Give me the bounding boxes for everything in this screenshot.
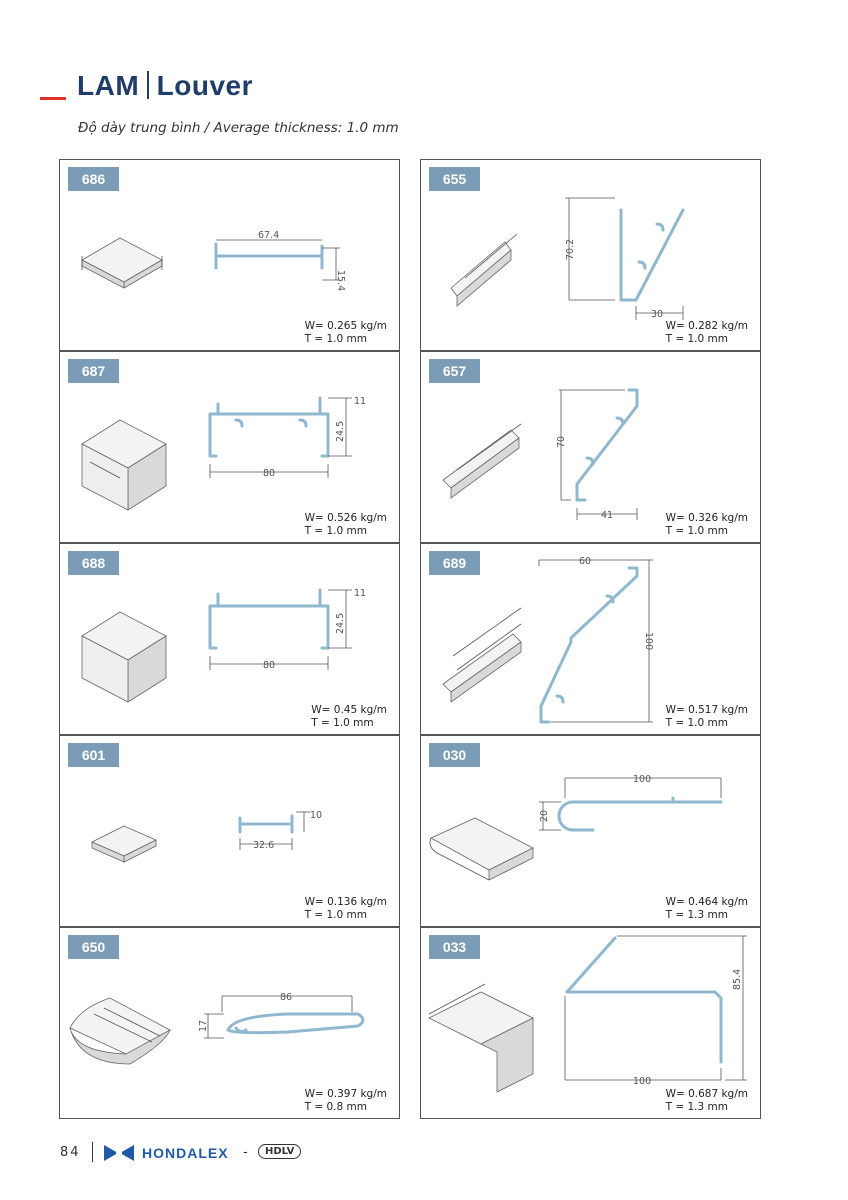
product-weight: W= 0.517 kg/m xyxy=(665,704,748,716)
product-spec xyxy=(305,320,387,345)
dim-lip: 10 xyxy=(310,810,323,821)
dim-height: 100 xyxy=(643,632,654,651)
hondalex-logo-icon xyxy=(102,1143,136,1163)
dim-width: 80 xyxy=(263,660,276,671)
product-card-033 xyxy=(420,927,761,1119)
product-code-badge: 601 xyxy=(68,743,119,767)
product-thickness: T = 1.0 mm xyxy=(665,716,728,729)
isometric-view xyxy=(429,984,533,1092)
product-code-badge: 657 xyxy=(429,359,480,383)
profile-section xyxy=(559,390,637,520)
product-spec xyxy=(305,896,387,921)
dim-height: 70.2 xyxy=(565,238,576,260)
product-spec xyxy=(666,1088,748,1113)
product-code-badge: 686 xyxy=(68,167,119,191)
product-thickness: T = 1.0 mm xyxy=(304,908,367,921)
product-card-030 xyxy=(420,735,761,927)
product-code-badge: 688 xyxy=(68,551,119,575)
dim-height: 85.4 xyxy=(732,968,743,990)
page-title xyxy=(77,70,253,102)
title-en: Louver xyxy=(156,70,254,101)
product-card-655 xyxy=(420,159,761,351)
product-card-657 xyxy=(420,351,761,543)
product-spec xyxy=(666,320,748,345)
product-spec xyxy=(311,704,387,729)
footer-dash: - xyxy=(243,1145,248,1160)
dim-height: 24.5 xyxy=(335,612,346,634)
dim-width: 67.4 xyxy=(258,230,280,241)
product-spec xyxy=(305,1088,387,1113)
product-weight: W= 0.397 kg/m xyxy=(304,1088,387,1100)
product-code-badge: 650 xyxy=(68,935,119,959)
profile-section xyxy=(210,398,352,478)
isometric-view xyxy=(92,826,156,862)
profile-section xyxy=(240,812,310,850)
page-number: 84 xyxy=(60,1145,81,1160)
profile-section xyxy=(210,590,352,670)
product-thickness: T = 1.0 mm xyxy=(304,332,367,345)
product-thickness: T = 1.3 mm xyxy=(665,908,728,921)
product-thickness: T = 1.0 mm xyxy=(665,332,728,345)
product-code-badge: 033 xyxy=(429,935,480,959)
profile-section xyxy=(565,198,683,320)
profile-section xyxy=(565,936,747,1080)
product-weight: W= 0.687 kg/m xyxy=(665,1088,748,1100)
product-weight: W= 0.45 kg/m xyxy=(311,704,387,716)
dim-lip: 11 xyxy=(354,588,367,599)
dim-width: 30 xyxy=(651,309,664,320)
isometric-view xyxy=(443,424,521,498)
product-card-601 xyxy=(59,735,400,927)
product-spec xyxy=(666,512,748,537)
dim-width: 80 xyxy=(263,468,276,479)
title-accent-dash xyxy=(40,97,66,100)
product-code-badge: 687 xyxy=(68,359,119,383)
dim-height: 20 xyxy=(539,809,550,822)
isometric-view xyxy=(82,238,162,288)
product-card-687 xyxy=(59,351,400,543)
footer-divider xyxy=(92,1142,93,1162)
product-thickness: T = 0.8 mm xyxy=(304,1100,367,1113)
product-thickness: T = 1.0 mm xyxy=(304,524,367,537)
dim-width: 100 xyxy=(633,774,652,785)
title-separator xyxy=(147,71,149,99)
product-thickness: T = 1.0 mm xyxy=(311,716,374,729)
dim-width: 41 xyxy=(601,510,614,521)
product-card-686 xyxy=(59,159,400,351)
product-weight: W= 0.136 kg/m xyxy=(304,896,387,908)
isometric-view xyxy=(451,234,517,306)
product-card-688 xyxy=(59,543,400,735)
dim-width: 100 xyxy=(633,1076,652,1087)
dim-height: 15.4 xyxy=(335,270,346,292)
dim-width: 60 xyxy=(579,556,592,567)
dim-height: 17 xyxy=(198,1019,209,1032)
dim-width: 32.6 xyxy=(253,840,275,851)
product-code-badge: 689 xyxy=(429,551,480,575)
product-weight: W= 0.464 kg/m xyxy=(665,896,748,908)
isometric-view xyxy=(70,998,170,1064)
profile-section xyxy=(216,240,340,280)
isometric-view xyxy=(82,612,166,702)
product-weight: W= 0.282 kg/m xyxy=(665,320,748,332)
footer-sub-brand: HDLV xyxy=(258,1144,301,1159)
product-spec xyxy=(666,704,748,729)
isometric-view xyxy=(430,818,533,880)
profile-section xyxy=(539,778,721,830)
isometric-view xyxy=(443,608,521,702)
dim-width: 86 xyxy=(280,992,293,1003)
product-weight: W= 0.326 kg/m xyxy=(665,512,748,524)
profile-section xyxy=(539,560,653,722)
footer-brand: HONDALEX xyxy=(142,1145,229,1161)
product-card-650 xyxy=(59,927,400,1119)
product-spec xyxy=(305,512,387,537)
dim-height: 70 xyxy=(556,435,567,448)
isometric-view xyxy=(82,420,166,510)
product-code-badge: 030 xyxy=(429,743,480,767)
dim-lip: 11 xyxy=(354,396,367,407)
product-weight: W= 0.526 kg/m xyxy=(304,512,387,524)
dim-height: 24.5 xyxy=(335,420,346,442)
product-weight: W= 0.265 kg/m xyxy=(304,320,387,332)
product-spec xyxy=(666,896,748,921)
title-vn: LAM xyxy=(77,70,140,101)
product-card-689 xyxy=(420,543,761,735)
product-code-badge: 655 xyxy=(429,167,480,191)
product-thickness: T = 1.0 mm xyxy=(665,524,728,537)
product-thickness: T = 1.3 mm xyxy=(665,1100,728,1113)
page-subtitle: Độ dày trung bình / Average thickness: 1.0 mm xyxy=(78,120,399,136)
product-grid xyxy=(59,159,761,1121)
